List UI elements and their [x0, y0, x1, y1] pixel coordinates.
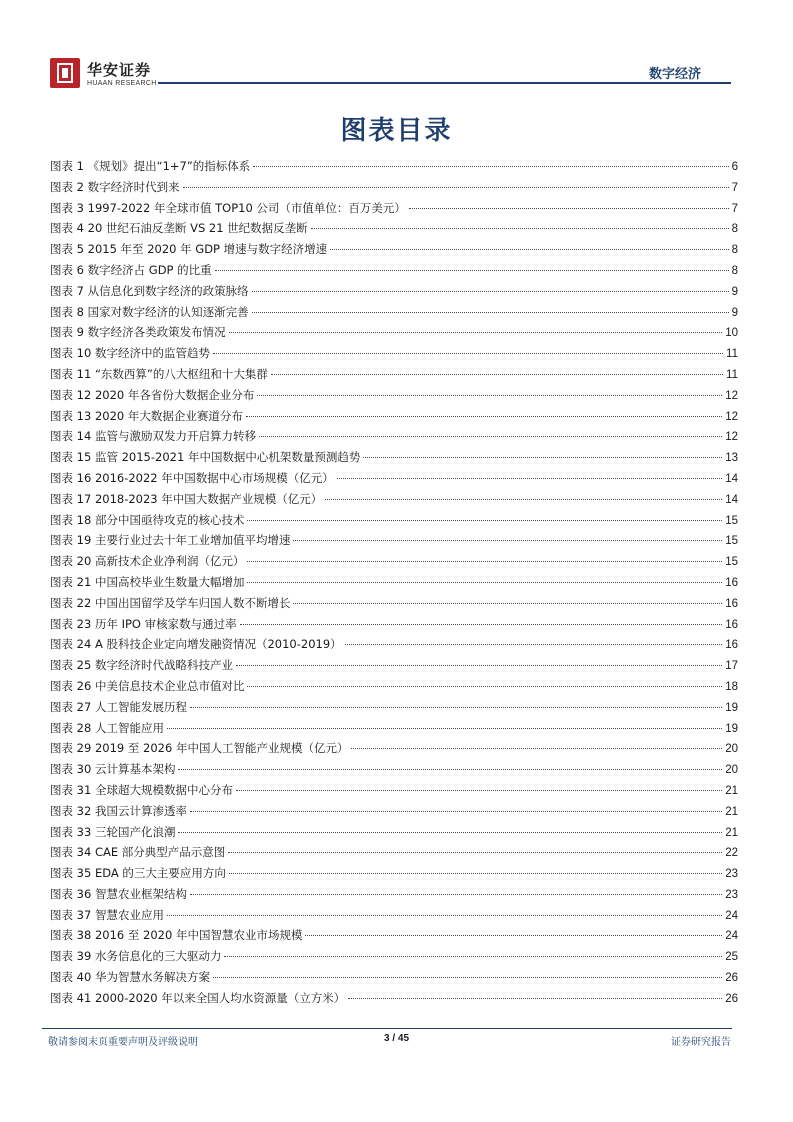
toc-dot-leader [178, 769, 722, 770]
toc-entry[interactable] [50, 345, 738, 366]
toc-entry-page: 10 [725, 327, 738, 340]
toc-entry-label: 图表 30 云计算基本架构 [50, 762, 176, 777]
toc-dot-leader [247, 561, 722, 562]
toc-entry-label: 图表 20 高新技术企业净利润（亿元） [50, 554, 245, 569]
toc-entry-label: 图表 11 “东数西算”的八大枢纽和十大集群 [50, 366, 268, 381]
toc-entry-page: 24 [725, 909, 738, 922]
toc-entry-label: 图表 27 人工智能发展历程 [50, 699, 187, 714]
footer-disclaimer: 敬请参阅末页重要声明及评级说明 [48, 1037, 198, 1048]
toc-entry-page: 25 [725, 951, 738, 964]
toc-entry[interactable] [50, 616, 738, 637]
toc-entry-page: 23 [725, 868, 738, 881]
logo-icon [50, 58, 80, 88]
toc-dot-leader [247, 520, 722, 521]
toc-dot-leader [337, 478, 722, 479]
toc-dot-leader [252, 312, 729, 313]
footer-divider [42, 1028, 732, 1029]
toc-entry-label: 图表 16 2016-2022 年中国数据中心市场规模（亿元） [50, 470, 334, 485]
header-divider [158, 82, 731, 84]
toc-entry-page: 8 [731, 244, 738, 257]
toc-entry-label: 图表 2 数字经济时代到来 [50, 179, 180, 194]
toc-dot-leader [363, 457, 722, 458]
toc-entry-page: 21 [725, 805, 738, 818]
toc-entry-page: 12 [725, 410, 738, 423]
toc-dot-leader [247, 686, 722, 687]
toc-entry[interactable] [50, 304, 738, 325]
toc-entry-page: 12 [725, 431, 738, 444]
toc-entry-page: 15 [725, 535, 738, 548]
toc-entry[interactable] [50, 200, 738, 221]
toc-dot-leader [228, 852, 722, 853]
toc-entry[interactable] [50, 657, 738, 678]
toc-entry[interactable] [50, 470, 738, 491]
toc-entry-label: 图表 39 水务信息化的三大驱动力 [50, 949, 222, 964]
toc-dot-leader [253, 166, 728, 167]
toc-entry[interactable] [50, 574, 738, 595]
toc-dot-leader [183, 187, 729, 188]
toc-dot-leader [246, 416, 722, 417]
toc-entry[interactable] [50, 262, 738, 283]
toc-dot-leader [167, 915, 722, 916]
toc-entry[interactable] [50, 907, 738, 928]
toc-entry-page: 24 [725, 930, 738, 943]
toc-entry-page: 9 [731, 285, 738, 298]
toc-dot-leader [224, 956, 722, 957]
toc-entry-page: 18 [725, 680, 738, 693]
toc-dot-leader [240, 624, 723, 625]
toc-entry[interactable] [50, 387, 738, 408]
toc-entry[interactable] [50, 824, 738, 845]
toc-dot-leader [305, 935, 722, 936]
brand-english: HUAAN RESEARCH [87, 80, 157, 87]
toc-entry-page: 15 [725, 556, 738, 569]
toc-entry[interactable] [50, 927, 738, 948]
toc-entry-page: 7 [731, 202, 738, 215]
page-number: 3 / 45 [383, 1033, 410, 1044]
toc-entry-page: 21 [725, 826, 738, 839]
toc-entry-label: 图表 5 2015 年至 2020 年 GDP 增速与数字经济增速 [50, 242, 328, 257]
toc-dot-leader [259, 436, 722, 437]
toc-entry-label: 图表 35 EDA 的三大主要应用方向 [50, 866, 226, 881]
toc-entry[interactable] [50, 699, 738, 720]
toc-entry[interactable] [50, 595, 738, 616]
toc-entry-page: 16 [725, 597, 738, 610]
toc-dot-leader [190, 894, 722, 895]
brand-name: 华安证券 [87, 61, 152, 79]
toc-entry-label: 图表 38 2016 至 2020 年中国智慧农业市场规模 [50, 928, 303, 943]
toc-entry[interactable] [50, 158, 738, 179]
toc-dot-leader [213, 977, 722, 978]
toc-dot-leader [247, 582, 722, 583]
toc-entry-page: 17 [725, 660, 738, 673]
toc-dot-leader [271, 374, 723, 375]
toc-entry[interactable] [50, 969, 738, 990]
toc-dot-leader [325, 499, 722, 500]
toc-entry-label: 图表 15 监管 2015-2021 年中国数据中心机架数量预测趋势 [50, 450, 361, 465]
page-title: 图表目录 [340, 116, 453, 146]
toc-entry-label: 图表 12 2020 年各省份大数据企业分布 [50, 387, 255, 402]
toc-entry[interactable] [50, 740, 738, 761]
toc-entry-label: 图表 23 历年 IPO 审核家数与通过率 [50, 616, 237, 631]
toc-entry-page: 8 [731, 264, 738, 277]
report-type: 证券研究报告 [671, 1037, 731, 1048]
header-section-tag: 数字经济 [648, 67, 701, 82]
toc-entry-page: 16 [725, 576, 738, 589]
toc-entry-label: 图表 18 部分中国亟待攻克的核心技术 [50, 512, 245, 527]
toc-entry-page: 14 [725, 493, 738, 506]
toc-entry[interactable] [50, 761, 738, 782]
toc-entry-label: 图表 24 A 股科技企业定向增发融资情况（2010-2019） [50, 637, 342, 652]
toc-entry[interactable] [50, 491, 738, 512]
toc-entry[interactable] [50, 803, 738, 824]
toc-entry-page: 11 [726, 368, 738, 381]
toc-entry-page: 14 [725, 472, 738, 485]
toc-entry-label: 图表 33 三轮国产化浪潮 [50, 824, 176, 839]
toc-entry-page: 13 [725, 452, 738, 465]
toc-entry-page: 22 [725, 847, 738, 860]
toc-dot-leader [311, 228, 729, 229]
toc-entry[interactable] [50, 990, 738, 1011]
toc-entry[interactable] [50, 283, 738, 304]
toc-entry-label: 图表 21 中国高校毕业生数量大幅增加 [50, 574, 245, 589]
toc-entry-page: 7 [731, 181, 738, 194]
toc-entry[interactable] [50, 366, 738, 387]
toc-dot-leader [257, 395, 722, 396]
toc-entry[interactable] [50, 886, 738, 907]
toc-dot-leader [178, 832, 722, 833]
toc-entry-page: 12 [725, 389, 738, 402]
toc-entry-label: 图表 3 1997-2022 年全球市值 TOP10 公司（市值单位：百万美元） [50, 200, 406, 215]
toc-dot-leader [293, 603, 722, 604]
toc-entry-label: 图表 29 2019 至 2026 年中国人工智能产业规模（亿元） [50, 741, 349, 756]
toc-entry-label: 图表 19 主要行业过去十年工业增加值平均增速 [50, 533, 291, 548]
toc-entry-page: 9 [731, 306, 738, 319]
toc-entry[interactable] [50, 532, 738, 553]
toc-entry-label: 图表 32 我国云计算渗透率 [50, 803, 187, 818]
toc-entry-page: 20 [725, 743, 738, 756]
toc-entry[interactable] [50, 512, 738, 533]
toc-dot-leader [215, 270, 729, 271]
toc-entry-page: 6 [731, 161, 738, 173]
toc-entry-page: 8 [731, 223, 738, 236]
toc-entry-label: 图表 9 数字经济各类政策发布情况 [50, 325, 226, 340]
toc-entry-label: 图表 36 智慧农业框架结构 [50, 886, 187, 901]
toc-entry[interactable] [50, 449, 738, 470]
toc-entry-page: 23 [725, 888, 738, 901]
toc-entry-label: 图表 41 2000-2020 年以来全国人均水资源量（立方米） [50, 990, 346, 1005]
toc-dot-leader [190, 811, 722, 812]
toc-entry[interactable] [50, 782, 738, 803]
toc-entry-label: 图表 22 中国出国留学及学车归国人数不断增长 [50, 595, 291, 610]
toc-entry-page: 16 [725, 618, 738, 631]
toc-entry-label: 图表 26 中美信息技术企业总市值对比 [50, 678, 245, 693]
toc-entry[interactable] [50, 408, 738, 429]
toc-entry-label: 图表 1 《规划》提出“1+7”的指标体系 [50, 159, 251, 173]
toc-entry-label: 图表 10 数字经济中的监管趋势 [50, 346, 210, 361]
toc-entry[interactable] [50, 636, 738, 657]
toc-entry-page: 19 [725, 722, 738, 735]
toc-dot-leader [351, 748, 722, 749]
toc-entry-label: 图表 13 2020 年大数据企业赛道分布 [50, 408, 243, 423]
toc-entry-label: 图表 8 国家对数字经济的认知逐渐完善 [50, 304, 249, 319]
toc-dot-leader [293, 540, 722, 541]
toc-entry[interactable] [50, 948, 738, 969]
toc-entry[interactable] [50, 428, 738, 449]
toc-entry-label: 图表 34 CAE 部分典型产品示意图 [50, 845, 226, 860]
toc-entry-page: 15 [725, 514, 738, 527]
toc-dot-leader [348, 998, 722, 999]
toc-entry[interactable] [50, 241, 738, 262]
toc-entry-page: 20 [725, 764, 738, 777]
toc-dot-leader [252, 291, 729, 292]
toc-entry-page: 11 [726, 348, 738, 361]
toc-dot-leader [213, 353, 723, 354]
toc-entry-page: 26 [725, 992, 738, 1005]
toc-dot-leader [236, 665, 722, 666]
toc-dot-leader [190, 707, 722, 708]
toc-entry[interactable] [50, 220, 738, 241]
toc-dot-leader [330, 249, 728, 250]
toc-entry[interactable] [50, 324, 738, 345]
toc-entry-label: 图表 6 数字经济占 GDP 的比重 [50, 262, 212, 277]
toc-dot-leader [236, 790, 722, 791]
toc-entry-page: 21 [725, 784, 738, 797]
toc-dot-leader [167, 728, 722, 729]
toc-entry[interactable] [50, 678, 738, 699]
toc-entry[interactable] [50, 179, 738, 200]
toc-entry-label: 图表 25 数字经济时代战略科技产业 [50, 658, 233, 673]
toc-entry[interactable] [50, 720, 738, 741]
toc-entry-label: 图表 37 智慧农业应用 [50, 907, 164, 922]
toc-entry-page: 16 [725, 639, 738, 652]
toc-entry-page: 19 [725, 701, 738, 714]
toc-entry[interactable] [50, 553, 738, 574]
table-of-figures [50, 158, 738, 1011]
toc-entry-label: 图表 28 人工智能应用 [50, 720, 164, 735]
toc-entry-label: 图表 17 2018-2023 年中国大数据产业规模（亿元） [50, 491, 323, 506]
toc-entry[interactable] [50, 865, 738, 886]
toc-entry-page: 26 [725, 972, 738, 985]
toc-dot-leader [229, 873, 722, 874]
toc-entry-label: 图表 14 监管与激励双发力开启算力转移 [50, 429, 256, 444]
toc-dot-leader [229, 332, 723, 333]
toc-entry[interactable] [50, 844, 738, 865]
toc-entry-label: 图表 31 全球超大规模数据中心分布 [50, 782, 233, 797]
toc-entry-label: 图表 40 华为智慧水务解决方案 [50, 970, 210, 985]
toc-entry-label: 图表 4 20 世纪石油反垄断 VS 21 世纪数据反垄断 [50, 221, 308, 236]
toc-dot-leader [409, 208, 729, 209]
toc-entry-label: 图表 7 从信息化到数字经济的政策脉络 [50, 283, 249, 298]
toc-dot-leader [345, 644, 723, 645]
